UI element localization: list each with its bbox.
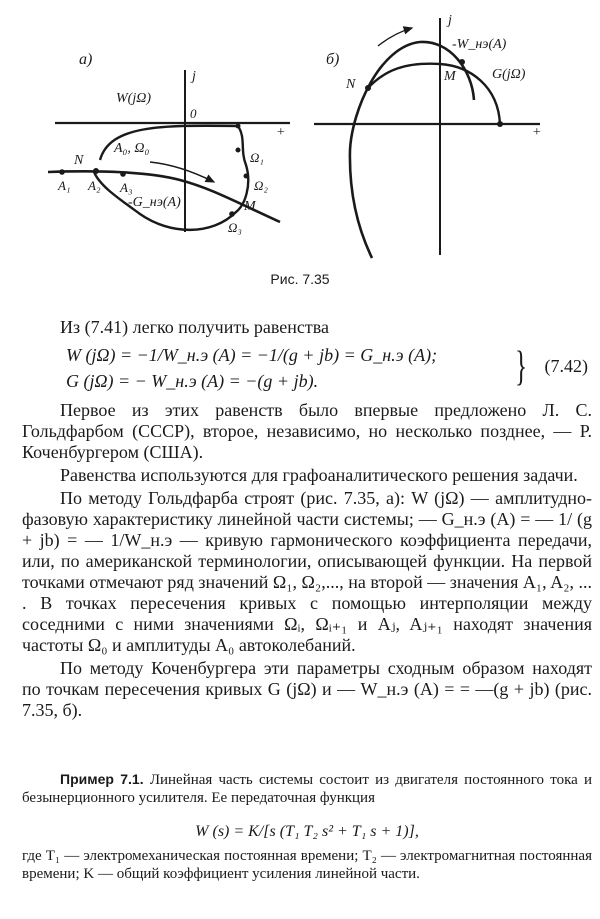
panel-a-point-omega2 [244, 174, 249, 179]
panel-a-point-omega1 [236, 148, 241, 153]
panel-b-m-label: M [444, 69, 456, 84]
example-block [22, 770, 592, 883]
paragraph-1: Первое из этих равенств было впервые предложено Л. С. Гольдфарбом (СССР), второе, независимо, но несколько позднее, — Р. Коченбургером (США). [22, 400, 592, 462]
panel-b-tag: б) [326, 51, 340, 68]
panel-b-point-m [459, 59, 465, 65]
example-tail: где T₁ — электромеханическая постоянная времени; T₂ — электромагнитная постоянная времени; K — общий коэффициент усиления линейной части. [22, 848, 592, 882]
panel-a-m-label: M [244, 199, 256, 214]
panel-b-j-label: j [448, 13, 452, 28]
panel-a-a3-label: A₃ [120, 180, 133, 195]
paragraph-2: Равенства используются для графоаналитического решения задачи. [60, 465, 578, 485]
figure-7-35 [0, 0, 600, 300]
example-title: Пример 7.1. [60, 771, 144, 787]
paragraph-4: По методу Коченбургера эти параметры сходным образом находят по точкам пересечения кривых G (jΩ) и — W_н.э (A) = = —(g + jb) (рис. 7.35, б). [22, 658, 592, 720]
equation-number: (7.42) [544, 356, 588, 376]
equation-brace: } [515, 344, 528, 390]
intro-line: Из (7.41) легко получить равенства [60, 317, 330, 337]
panel-a-point-axis [236, 124, 241, 129]
panel-a-j-label: j [192, 69, 196, 84]
panel-a-a1-label: A₁ [58, 178, 71, 193]
panel-b-g-curve [368, 64, 500, 124]
equation-line-1: W (jΩ) = −1/W_н.э (A) = −1/(g + jb) = G_н.э (A); [66, 345, 438, 365]
panel-b-arrow [378, 28, 412, 46]
intro-block [22, 317, 592, 338]
panel-b-n-label: N [346, 77, 356, 92]
panel-b-g-label: G(jΩ) [492, 67, 526, 82]
panel-a-omega3-label: Ω₃ [228, 220, 242, 235]
example-body: Линейная часть системы состоит из двигателя постоянного тока и безынерционного усилителя. Ее передаточная функция [22, 772, 593, 806]
panel-a-g-label: -G_нэ(A) [128, 195, 181, 210]
panel-b-point-n [365, 85, 371, 91]
equation-line-2: G (jΩ) = − W_н.э (A) = −(g + jb). [66, 371, 319, 391]
panel-a-a2-label: A₂ [88, 178, 101, 193]
panel-a-point-n [93, 168, 99, 174]
body-text [22, 400, 592, 721]
paragraph-3: По методу Гольдфарба строят (рис. 7.35, а): W (jΩ) — амплитудно-фазовую характеристику линейной части системы; — G_н.э (A) = — 1/ (g + jb) = — 1/W_н.э — кривую гармонического коэффициента передачи, или, по американской терминологии, описывающей функции. На первой точками отмечают ряд значений Ω₁, Ω₂,..., на второй — значения A₁, A₂, ... . В точках пересечения кривых с помощью интерполяции между соседними с ними значениями Ωᵢ, Ωᵢ₊₁ и Aⱼ, Aⱼ₊₁ находят значения частоты Ω₀ и амплитуды A₀ автоколебаний. [22, 488, 592, 655]
panel-a-plus: + [276, 125, 286, 140]
example-intro [22, 770, 592, 807]
panel-a-origin: 0 [190, 106, 197, 121]
panel-a-point-m [229, 211, 235, 217]
figure-caption: Рис. 7.35 [270, 271, 330, 287]
panel-a-arrow [150, 162, 214, 182]
panel-b-g-endpoint [497, 121, 503, 127]
panel-a-point-a1 [59, 169, 65, 175]
figure-svg [0, 0, 600, 300]
panel-a [48, 51, 290, 235]
panel-a-w-label: W(jΩ) [116, 91, 151, 106]
panel-a-a0-label: A₀, Ω₀ [114, 141, 150, 156]
panel-b-plus: + [532, 125, 542, 140]
panel-a-omega2-label: Ω₂ [254, 178, 268, 193]
panel-b [314, 13, 541, 258]
example-formula: W (s) = K/[s (T₁ T₂ s² + T₁ s + 1)], [195, 823, 419, 840]
panel-b-w-label: -W_нэ(A) [452, 37, 507, 52]
panel-a-tag: a) [79, 51, 93, 68]
equation-7-42 [66, 342, 596, 394]
panel-a-point-a3 [120, 171, 126, 177]
panel-a-omega1-label: Ω₁ [250, 150, 264, 165]
panel-a-n-label: N [74, 153, 84, 168]
